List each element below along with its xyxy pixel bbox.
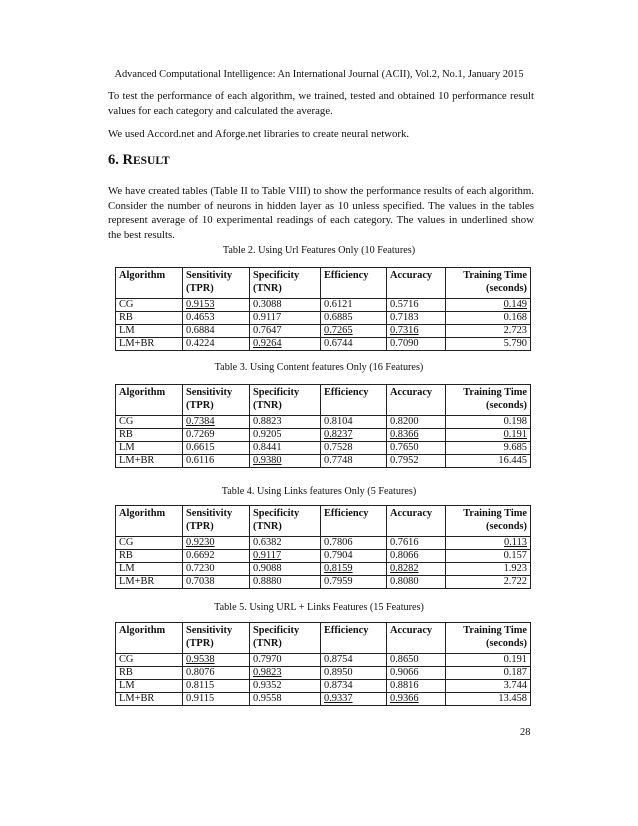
cell-specificity-value: 0.8880	[253, 576, 282, 587]
cell-efficiency-value: 0.8950	[324, 667, 353, 678]
cell-specificity	[250, 416, 321, 429]
cell-specificity-value: 0.8823	[253, 416, 282, 427]
cell-sensitivity	[183, 429, 250, 442]
cell-efficiency-value: 0.6744	[324, 338, 353, 349]
cell-training-time-value: 16.445	[498, 455, 527, 466]
cell-accuracy	[387, 563, 446, 576]
header-sensitivity	[183, 385, 250, 416]
cell-sensitivity	[183, 455, 250, 468]
cell-sensitivity-value: 0.9153	[186, 299, 215, 310]
header-training-time	[446, 385, 531, 416]
cell-algorithm: RB	[116, 312, 183, 325]
cell-accuracy-value: 0.9366	[390, 693, 419, 704]
cell-training-time-value: 0.198	[503, 416, 527, 427]
table-header-row	[116, 623, 531, 654]
header-sensitivity-line2: (TPR)	[186, 637, 214, 649]
results-table-5	[115, 622, 531, 706]
header-training-time-line1: Training Time	[463, 270, 527, 281]
header-efficiency-text: Efficiency	[324, 625, 369, 636]
cell-training-time-value: 0.157	[503, 550, 527, 561]
cell-specificity	[250, 455, 321, 468]
header-specificity	[250, 385, 321, 416]
cell-accuracy-value: 0.5716	[390, 299, 419, 310]
cell-sensitivity	[183, 680, 250, 693]
cell-specificity-value: 0.6382	[253, 537, 282, 548]
header-training-time-line2: (seconds)	[486, 282, 527, 294]
cell-efficiency-value: 0.8754	[324, 654, 353, 665]
cell-efficiency	[321, 325, 387, 338]
table-caption	[0, 602, 638, 613]
cell-specificity	[250, 299, 321, 312]
cell-training-time-value: 0.191	[503, 429, 527, 440]
cell-algorithm: CG	[116, 537, 183, 550]
cell-accuracy-value: 0.7183	[390, 312, 419, 323]
table-header-row	[116, 385, 531, 416]
cell-accuracy	[387, 325, 446, 338]
cell-sensitivity	[183, 576, 250, 589]
cell-sensitivity-value: 0.6692	[186, 550, 215, 561]
table-row	[116, 429, 531, 442]
table-row	[116, 576, 531, 589]
cell-sensitivity	[183, 312, 250, 325]
header-sensitivity	[183, 268, 250, 299]
cell-specificity	[250, 442, 321, 455]
cell-sensitivity-value: 0.8076	[186, 667, 215, 678]
cell-sensitivity-value: 0.6615	[186, 442, 215, 453]
paragraph-results-intro: We have created tables (Table II to Table VIII) to show the performance results of each algorithm. Consider the number of neurons in hidden layer as 10 unless specified. The values in the tables represent average of 10 experimental readings of each category. The values in underlined show the best results.	[108, 185, 534, 241]
cell-efficiency	[321, 680, 387, 693]
header-training-time-line1: Training Time	[463, 508, 527, 519]
cell-specificity	[250, 537, 321, 550]
cell-specificity-value: 0.9380	[253, 455, 282, 466]
cell-accuracy	[387, 455, 446, 468]
cell-efficiency-value: 0.7806	[324, 537, 353, 548]
table-row	[116, 325, 531, 338]
cell-training-time	[446, 693, 531, 706]
cell-accuracy-value: 0.8816	[390, 680, 419, 691]
cell-algorithm: CG	[116, 654, 183, 667]
section-title-initial: R	[122, 152, 133, 168]
paragraph-test-method: To test the performance of each algorithm, we trained, tested and obtained 10 performance result values for each category and calculated the average.	[108, 90, 534, 117]
cell-algorithm: LM+BR	[116, 455, 183, 468]
cell-accuracy	[387, 667, 446, 680]
cell-specificity	[250, 429, 321, 442]
cell-efficiency-value: 0.7904	[324, 550, 353, 561]
header-sensitivity-line1: Sensitivity	[186, 625, 233, 636]
section-heading-result	[108, 152, 170, 169]
table-caption-text: Table 4. Using Links features Only (5 Features)	[221, 486, 417, 497]
cell-accuracy	[387, 550, 446, 563]
cell-efficiency-value: 0.7265	[324, 325, 353, 336]
cell-specificity-value: 0.9117	[253, 550, 282, 561]
cell-sensitivity-value: 0.9115	[186, 693, 215, 704]
cell-algorithm: LM	[116, 442, 183, 455]
cell-specificity	[250, 667, 321, 680]
table-row	[116, 312, 531, 325]
table-row	[116, 416, 531, 429]
cell-training-time	[446, 312, 531, 325]
header-training-time-line2: (seconds)	[486, 399, 527, 411]
table-row	[116, 550, 531, 563]
header-specificity-line1: Specificity	[253, 508, 300, 519]
header-sensitivity-line1: Sensitivity	[186, 387, 233, 398]
cell-accuracy-value: 0.8650	[390, 654, 419, 665]
cell-algorithm: LM	[116, 325, 183, 338]
cell-specificity-value: 0.9264	[253, 338, 282, 349]
cell-efficiency	[321, 563, 387, 576]
cell-training-time	[446, 550, 531, 563]
cell-specificity-value: 0.7647	[253, 325, 282, 336]
header-specificity-line2: (TNR)	[253, 282, 282, 294]
cell-accuracy-value: 0.7616	[390, 537, 419, 548]
cell-specificity-value: 0.9558	[253, 693, 282, 704]
header-algorithm	[116, 268, 183, 299]
header-algorithm-text: Algorithm	[119, 625, 166, 636]
cell-sensitivity	[183, 299, 250, 312]
cell-accuracy	[387, 442, 446, 455]
cell-training-time	[446, 338, 531, 351]
table-caption	[0, 245, 638, 256]
table-row	[116, 299, 531, 312]
cell-accuracy	[387, 429, 446, 442]
cell-sensitivity-value: 0.9538	[186, 654, 215, 665]
cell-training-time	[446, 667, 531, 680]
cell-efficiency-value: 0.8159	[324, 563, 353, 574]
header-accuracy-text: Accuracy	[390, 270, 433, 281]
cell-efficiency	[321, 693, 387, 706]
table-row	[116, 455, 531, 468]
cell-sensitivity	[183, 693, 250, 706]
cell-accuracy	[387, 416, 446, 429]
cell-sensitivity-value: 0.6116	[186, 455, 215, 466]
cell-accuracy-value: 0.7952	[390, 455, 419, 466]
header-algorithm-text: Algorithm	[119, 387, 166, 398]
cell-sensitivity	[183, 563, 250, 576]
cell-specificity	[250, 312, 321, 325]
header-efficiency-text: Efficiency	[324, 508, 369, 519]
cell-efficiency	[321, 338, 387, 351]
cell-specificity	[250, 338, 321, 351]
table-row	[116, 693, 531, 706]
cell-algorithm: LM+BR	[116, 576, 183, 589]
cell-efficiency	[321, 416, 387, 429]
section-title-rest: ESULT	[132, 155, 170, 167]
results-table-3	[115, 384, 531, 468]
cell-training-time-value: 0.191	[503, 654, 527, 665]
cell-accuracy-value: 0.7090	[390, 338, 419, 349]
cell-accuracy	[387, 654, 446, 667]
cell-sensitivity-value: 0.4224	[186, 338, 215, 349]
cell-training-time-value: 3.744	[503, 680, 527, 691]
cell-algorithm: CG	[116, 416, 183, 429]
header-efficiency	[321, 385, 387, 416]
cell-sensitivity	[183, 654, 250, 667]
cell-sensitivity	[183, 667, 250, 680]
header-specificity-line1: Specificity	[253, 625, 300, 636]
cell-specificity-value: 0.9205	[253, 429, 282, 440]
header-specificity	[250, 623, 321, 654]
cell-accuracy	[387, 680, 446, 693]
header-training-time	[446, 506, 531, 537]
header-specificity-line1: Specificity	[253, 270, 300, 281]
cell-sensitivity	[183, 325, 250, 338]
cell-efficiency-value: 0.8237	[324, 429, 353, 440]
table-caption-text: Table 2. Using Url Features Only (10 Features)	[222, 245, 416, 256]
cell-algorithm: LM	[116, 680, 183, 693]
cell-efficiency-value: 0.8104	[324, 416, 353, 427]
table-caption-text: Table 5. Using URL + Links Features (15 Features)	[214, 602, 424, 613]
cell-accuracy-value: 0.8282	[390, 563, 419, 574]
cell-accuracy-value: 0.8366	[390, 429, 419, 440]
cell-efficiency-value: 0.8734	[324, 680, 353, 691]
table-row	[116, 667, 531, 680]
cell-efficiency	[321, 299, 387, 312]
cell-specificity	[250, 550, 321, 563]
cell-accuracy-value: 0.8080	[390, 576, 419, 587]
cell-efficiency-value: 0.6121	[324, 299, 353, 310]
cell-training-time	[446, 563, 531, 576]
cell-training-time-value: 2.723	[503, 325, 527, 336]
cell-training-time-value: 0.187	[503, 667, 527, 678]
header-algorithm-text: Algorithm	[119, 508, 166, 519]
cell-training-time	[446, 416, 531, 429]
header-training-time-line1: Training Time	[463, 387, 527, 398]
results-table-2	[115, 267, 531, 351]
header-algorithm	[116, 385, 183, 416]
cell-training-time	[446, 299, 531, 312]
cell-specificity-value: 0.9823	[253, 667, 282, 678]
header-algorithm	[116, 506, 183, 537]
cell-accuracy-value: 0.8066	[390, 550, 419, 561]
table-caption-text: Table 3. Using Content features Only (16 Features)	[214, 362, 424, 373]
cell-training-time-value: 0.168	[503, 312, 527, 323]
table-row	[116, 537, 531, 550]
header-efficiency	[321, 623, 387, 654]
cell-algorithm: RB	[116, 429, 183, 442]
cell-efficiency-value: 0.6885	[324, 312, 353, 323]
cell-efficiency-value: 0.7748	[324, 455, 353, 466]
cell-efficiency-value: 0.9337	[324, 693, 353, 704]
header-training-time	[446, 623, 531, 654]
cell-sensitivity-value: 0.7038	[186, 576, 215, 587]
table-caption	[0, 486, 638, 497]
cell-accuracy-value: 0.7316	[390, 325, 419, 336]
cell-efficiency	[321, 550, 387, 563]
header-specificity-line2: (TNR)	[253, 637, 282, 649]
cell-training-time	[446, 455, 531, 468]
cell-sensitivity-value: 0.7230	[186, 563, 215, 574]
running-header: Advanced Computational Intelligence: An International Journal (ACII), Vol.2, No.1, January 2015	[114, 69, 524, 80]
header-specificity	[250, 506, 321, 537]
cell-specificity	[250, 654, 321, 667]
header-sensitivity-line2: (TPR)	[186, 520, 214, 532]
table-row	[116, 442, 531, 455]
header-sensitivity-line2: (TPR)	[186, 399, 214, 411]
cell-training-time-value: 9.685	[503, 442, 527, 453]
table-header-row	[116, 268, 531, 299]
cell-training-time-value: 1.923	[503, 563, 527, 574]
header-sensitivity	[183, 506, 250, 537]
header-sensitivity-line1: Sensitivity	[186, 508, 233, 519]
cell-specificity-value: 0.7970	[253, 654, 282, 665]
cell-accuracy	[387, 693, 446, 706]
header-training-time-line1: Training Time	[463, 625, 527, 636]
cell-training-time	[446, 325, 531, 338]
header-accuracy	[387, 385, 446, 416]
cell-training-time-value: 5.790	[503, 338, 527, 349]
cell-specificity	[250, 693, 321, 706]
cell-specificity-value: 0.9352	[253, 680, 282, 691]
cell-accuracy	[387, 537, 446, 550]
cell-specificity-value: 0.9088	[253, 563, 282, 574]
results-table-4	[115, 505, 531, 589]
header-training-time-line2: (seconds)	[486, 637, 527, 649]
cell-efficiency	[321, 537, 387, 550]
header-accuracy-text: Accuracy	[390, 508, 433, 519]
cell-specificity-value: 0.8441	[253, 442, 282, 453]
cell-algorithm: CG	[116, 299, 183, 312]
header-specificity-line1: Specificity	[253, 387, 300, 398]
cell-training-time	[446, 654, 531, 667]
header-algorithm	[116, 623, 183, 654]
header-efficiency-text: Efficiency	[324, 387, 369, 398]
header-efficiency-text: Efficiency	[324, 270, 369, 281]
header-sensitivity	[183, 623, 250, 654]
cell-sensitivity	[183, 416, 250, 429]
cell-efficiency	[321, 442, 387, 455]
header-specificity-line2: (TNR)	[253, 520, 282, 532]
cell-efficiency	[321, 429, 387, 442]
cell-training-time	[446, 429, 531, 442]
cell-efficiency-value: 0.7528	[324, 442, 353, 453]
cell-training-time	[446, 442, 531, 455]
cell-accuracy	[387, 338, 446, 351]
cell-efficiency	[321, 576, 387, 589]
cell-specificity	[250, 325, 321, 338]
cell-specificity	[250, 576, 321, 589]
header-efficiency	[321, 506, 387, 537]
cell-efficiency	[321, 667, 387, 680]
cell-algorithm: RB	[116, 667, 183, 680]
cell-efficiency	[321, 312, 387, 325]
cell-sensitivity	[183, 442, 250, 455]
table-row	[116, 338, 531, 351]
cell-algorithm: RB	[116, 550, 183, 563]
cell-specificity-value: 0.3088	[253, 299, 282, 310]
table-row	[116, 680, 531, 693]
table-caption	[0, 362, 638, 373]
cell-accuracy-value: 0.7650	[390, 442, 419, 453]
header-specificity	[250, 268, 321, 299]
cell-accuracy-value: 0.9066	[390, 667, 419, 678]
cell-efficiency	[321, 455, 387, 468]
header-training-time	[446, 268, 531, 299]
cell-training-time	[446, 576, 531, 589]
header-accuracy-text: Accuracy	[390, 387, 433, 398]
cell-algorithm: LM+BR	[116, 693, 183, 706]
cell-training-time-value: 2.722	[503, 576, 527, 587]
header-accuracy	[387, 506, 446, 537]
cell-training-time	[446, 537, 531, 550]
section-number: 6.	[108, 152, 123, 168]
cell-accuracy-value: 0.8200	[390, 416, 419, 427]
page-number: 28	[520, 727, 531, 738]
cell-training-time-value: 13.458	[498, 693, 527, 704]
table-row	[116, 563, 531, 576]
header-sensitivity-line2: (TPR)	[186, 282, 214, 294]
header-accuracy-text: Accuracy	[390, 625, 433, 636]
cell-efficiency	[321, 654, 387, 667]
cell-training-time-value: 0.149	[503, 299, 527, 310]
cell-algorithm: LM	[116, 563, 183, 576]
header-sensitivity-line1: Sensitivity	[186, 270, 233, 281]
cell-specificity	[250, 563, 321, 576]
table-header-row	[116, 506, 531, 537]
table-row	[116, 654, 531, 667]
cell-sensitivity-value: 0.8115	[186, 680, 215, 691]
cell-training-time-value: 0.113	[504, 537, 527, 548]
cell-sensitivity	[183, 338, 250, 351]
cell-specificity-value: 0.9117	[253, 312, 282, 323]
cell-accuracy	[387, 312, 446, 325]
header-specificity-line2: (TNR)	[253, 399, 282, 411]
cell-sensitivity-value: 0.6884	[186, 325, 215, 336]
cell-training-time	[446, 680, 531, 693]
paragraph-libraries: We used Accord.net and Aforge.net libraries to create neural network.	[108, 128, 410, 140]
cell-algorithm: LM+BR	[116, 338, 183, 351]
cell-sensitivity	[183, 550, 250, 563]
cell-sensitivity	[183, 537, 250, 550]
cell-sensitivity-value: 0.9230	[186, 537, 215, 548]
header-accuracy	[387, 623, 446, 654]
header-efficiency	[321, 268, 387, 299]
cell-accuracy	[387, 576, 446, 589]
cell-sensitivity-value: 0.7384	[186, 416, 215, 427]
cell-accuracy	[387, 299, 446, 312]
cell-efficiency-value: 0.7959	[324, 576, 353, 587]
header-algorithm-text: Algorithm	[119, 270, 166, 281]
header-accuracy	[387, 268, 446, 299]
cell-specificity	[250, 680, 321, 693]
header-training-time-line2: (seconds)	[486, 520, 527, 532]
cell-sensitivity-value: 0.4653	[186, 312, 215, 323]
cell-sensitivity-value: 0.7269	[186, 429, 215, 440]
